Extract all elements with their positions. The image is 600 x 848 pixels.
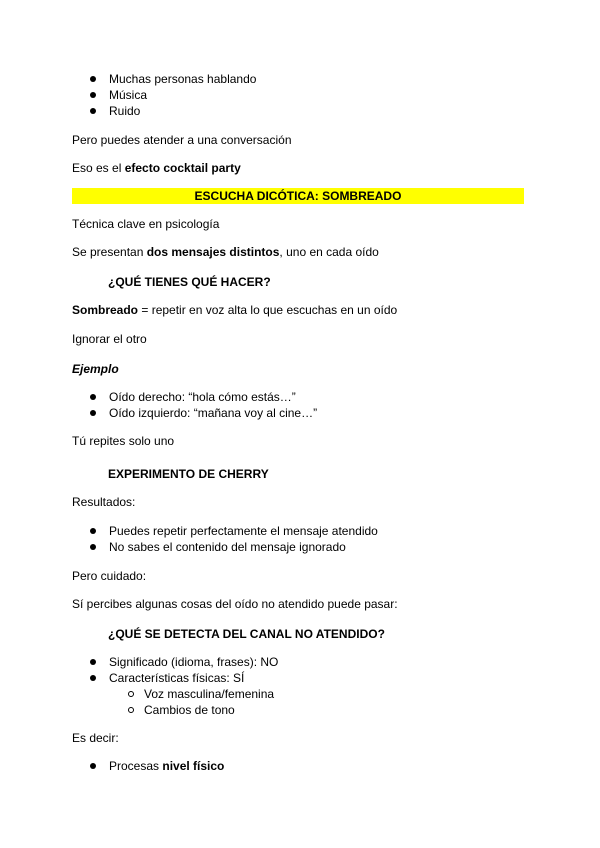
hollow-bullet-icon bbox=[128, 691, 134, 697]
paragraph: Es decir: bbox=[72, 731, 119, 745]
paragraph: Pero puedes atender a una conversación bbox=[72, 133, 292, 147]
bullet-icon bbox=[90, 528, 96, 534]
paragraph: Ignorar el otro bbox=[72, 332, 147, 346]
paragraph: Sombreado = repetir en voz alta lo que escuchas en un oído bbox=[72, 303, 398, 317]
bullet-icon bbox=[90, 659, 96, 665]
subheading: ¿QUÉ SE DETECTA DEL CANAL NO ATENDIDO? bbox=[108, 627, 385, 641]
subheading: EXPERIMENTO DE CHERRY bbox=[108, 467, 269, 481]
bullet-icon bbox=[90, 108, 96, 114]
paragraph: Se presentan dos mensajes distintos, uno en cada oído bbox=[72, 245, 379, 259]
paragraph: Eso es el efecto cocktail party bbox=[72, 161, 241, 175]
bullet-icon bbox=[90, 410, 96, 416]
bullet-icon bbox=[90, 544, 96, 550]
bullet-icon bbox=[90, 92, 96, 98]
paragraph: Técnica clave en psicología bbox=[72, 217, 220, 231]
paragraph: Resultados: bbox=[72, 495, 136, 509]
bullet-icon bbox=[90, 675, 96, 681]
paragraph: Pero cuidado: bbox=[72, 569, 147, 583]
bullet-icon bbox=[90, 763, 96, 769]
subheading: ¿QUÉ TIENES QUÉ HACER? bbox=[108, 275, 271, 289]
section-heading-highlighted: ESCUCHA DICÓTICA: SOMBREADO bbox=[72, 188, 524, 204]
paragraph: Tú repites solo uno bbox=[72, 434, 175, 448]
hollow-bullet-icon bbox=[128, 707, 134, 713]
bullet-icon bbox=[90, 76, 96, 82]
paragraph: Sí percibes algunas cosas del oído no atendido puede pasar: bbox=[72, 597, 398, 611]
bullet-icon bbox=[90, 394, 96, 400]
example-label: Ejemplo bbox=[72, 362, 119, 376]
document-page: Muchas personas hablando Música Ruido Pero puedes atender a una conversación Eso es el efecto cocktail party ESCUCHA DICÓTICA: SOMBREADO Técnica clave en psicología Se presentan dos mensajes distintos, uno en cada oído ¿QUÉ TIENES QUÉ HACER? Sombreado = repetir en voz alta lo que escuchas en un oído Ignorar el otro Ejemplo Oído derecho: “hola cómo estás…” Oído izquierdo: “mañana voy al cine…” Tú repites solo uno EXPERIMENTO DE CHERRY Resultados: Puedes repetir perfectamente el mensaje atendido No sabes el contenido del mensaje ignorado Pero cuidado: Sí percibes algunas cosas del oído no atendido puede pasar: ¿QUÉ SE DETECTA DEL CANAL NO ATENDIDO? Significado (idioma, frases): NO Características físicas: SÍ Voz masculina/femenina Cambios de tono Es decir: Procesas nivel físico bbox=[0, 0, 600, 848]
